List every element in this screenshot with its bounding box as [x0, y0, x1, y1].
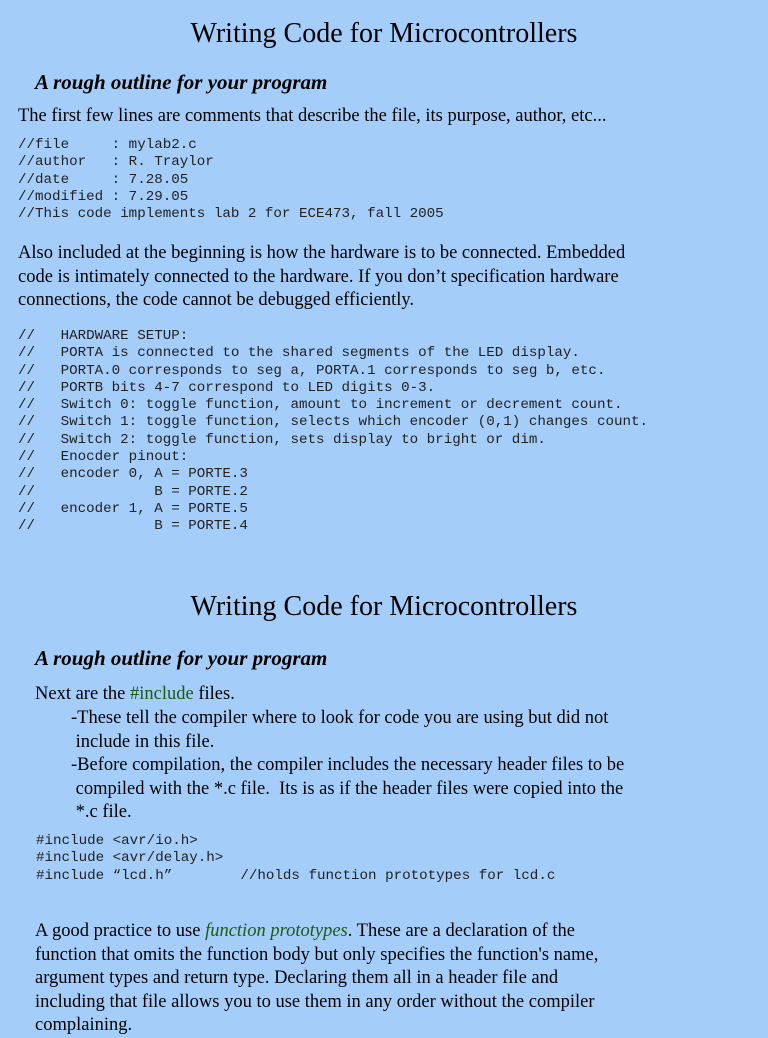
slide-2	[0, 576, 768, 1035]
intro-prefix: Next are the	[35, 684, 131, 704]
bullet-line: -Before compilation, the compiler includes the necessary header files to be	[71, 755, 625, 775]
hardware-paragraph	[18, 242, 625, 313]
paragraph-line: complaining.	[35, 1015, 133, 1035]
slide-1-subtitle: A rough outline for your program	[35, 70, 328, 94]
paragraph-line	[35, 920, 598, 944]
hardware-setup-code	[18, 328, 648, 536]
bullet-line: -These tell the compiler where to look for code you are using but did not	[71, 708, 609, 728]
include-bullets	[71, 707, 624, 825]
code-line: // Switch 0: toggle function, amount to increment or decrement count.	[18, 397, 623, 414]
code-line: // HARDWARE SETUP:	[18, 328, 189, 344]
slide-2-title: Writing Code for Microcontrollers	[190, 591, 578, 622]
code-line: // Enocder pinout:	[18, 449, 189, 466]
code-line: // B = PORTE.4	[18, 518, 248, 535]
code-line: // encoder 0, A = PORTE.3	[18, 466, 248, 483]
bullet-line: include in this file.	[71, 731, 215, 752]
prototype-paragraph	[35, 920, 598, 1038]
paragraph-line: including that file allows you to use them in any order without the compiler	[35, 991, 595, 1012]
bullet-line: *.c file.	[71, 802, 132, 822]
code-line: // Switch 1: toggle function, selects which encoder (0,1) changes count.	[18, 414, 649, 431]
code-line: // B = PORTE.2	[18, 483, 248, 500]
paragraph-line: connections, the code cannot be debugged efficiently.	[18, 290, 415, 310]
paragraph-line: function that omits the function body but only specifies the function's name,	[35, 944, 599, 965]
code-line: // Switch 2: toggle function, sets display to bright or dim.	[18, 431, 546, 448]
include-code	[36, 833, 555, 885]
code-line: #include <avr/delay.h>	[36, 850, 224, 867]
paragraph-line: Also included at the beginning is how the hardware is to be connected. Embedded	[18, 243, 626, 263]
paragraph-line: code is intimately connected to the hardware. If you don’t specification hardware	[18, 266, 619, 287]
code-line: //author : R. Traylor	[18, 154, 214, 171]
paragraph-line: argument types and return type. Declaring them all in a header file and	[35, 968, 559, 988]
include-intro	[35, 683, 235, 707]
code-line: #include “lcd.h” //holds function prototypes for lcd.c	[36, 867, 556, 884]
code-line: //file : mylab2.c	[18, 137, 197, 153]
bullet-line: compiled with the *.c file. Its is as if the header files were copied into the	[71, 778, 624, 799]
code-line: //This code implements lab 2 for ECE473, fall 2005	[18, 206, 444, 223]
code-line: //date : 7.28.05	[18, 171, 189, 188]
code-line: // PORTB bits 4-7 correspond to LED digits 0-3.	[18, 379, 436, 396]
function-prototypes-term: function prototypes	[205, 921, 348, 941]
code-line: // encoder 1, A = PORTE.5	[18, 500, 248, 517]
code-line: #include <avr/io.h>	[36, 833, 198, 849]
slide-1-title: Writing Code for Microcontrollers	[190, 18, 578, 49]
slide-1-intro: The first few lines are comments that describe the file, its purpose, author, etc...	[18, 106, 607, 126]
code-line: // PORTA is connected to the shared segments of the LED display.	[18, 345, 580, 362]
slide-2-subtitle: A rough outline for your program	[35, 646, 328, 670]
include-keyword: #include	[130, 684, 194, 704]
practice-suffix: . These are a declaration of the	[347, 921, 575, 941]
practice-prefix: A good practice to use	[35, 921, 206, 941]
code-line: //modified : 7.29.05	[18, 188, 189, 205]
code-line: // PORTA.0 corresponds to seg a, PORTA.1 corresponds to seg b, etc.	[18, 362, 606, 379]
intro-suffix: files.	[193, 684, 235, 704]
file-header-code	[18, 137, 444, 223]
